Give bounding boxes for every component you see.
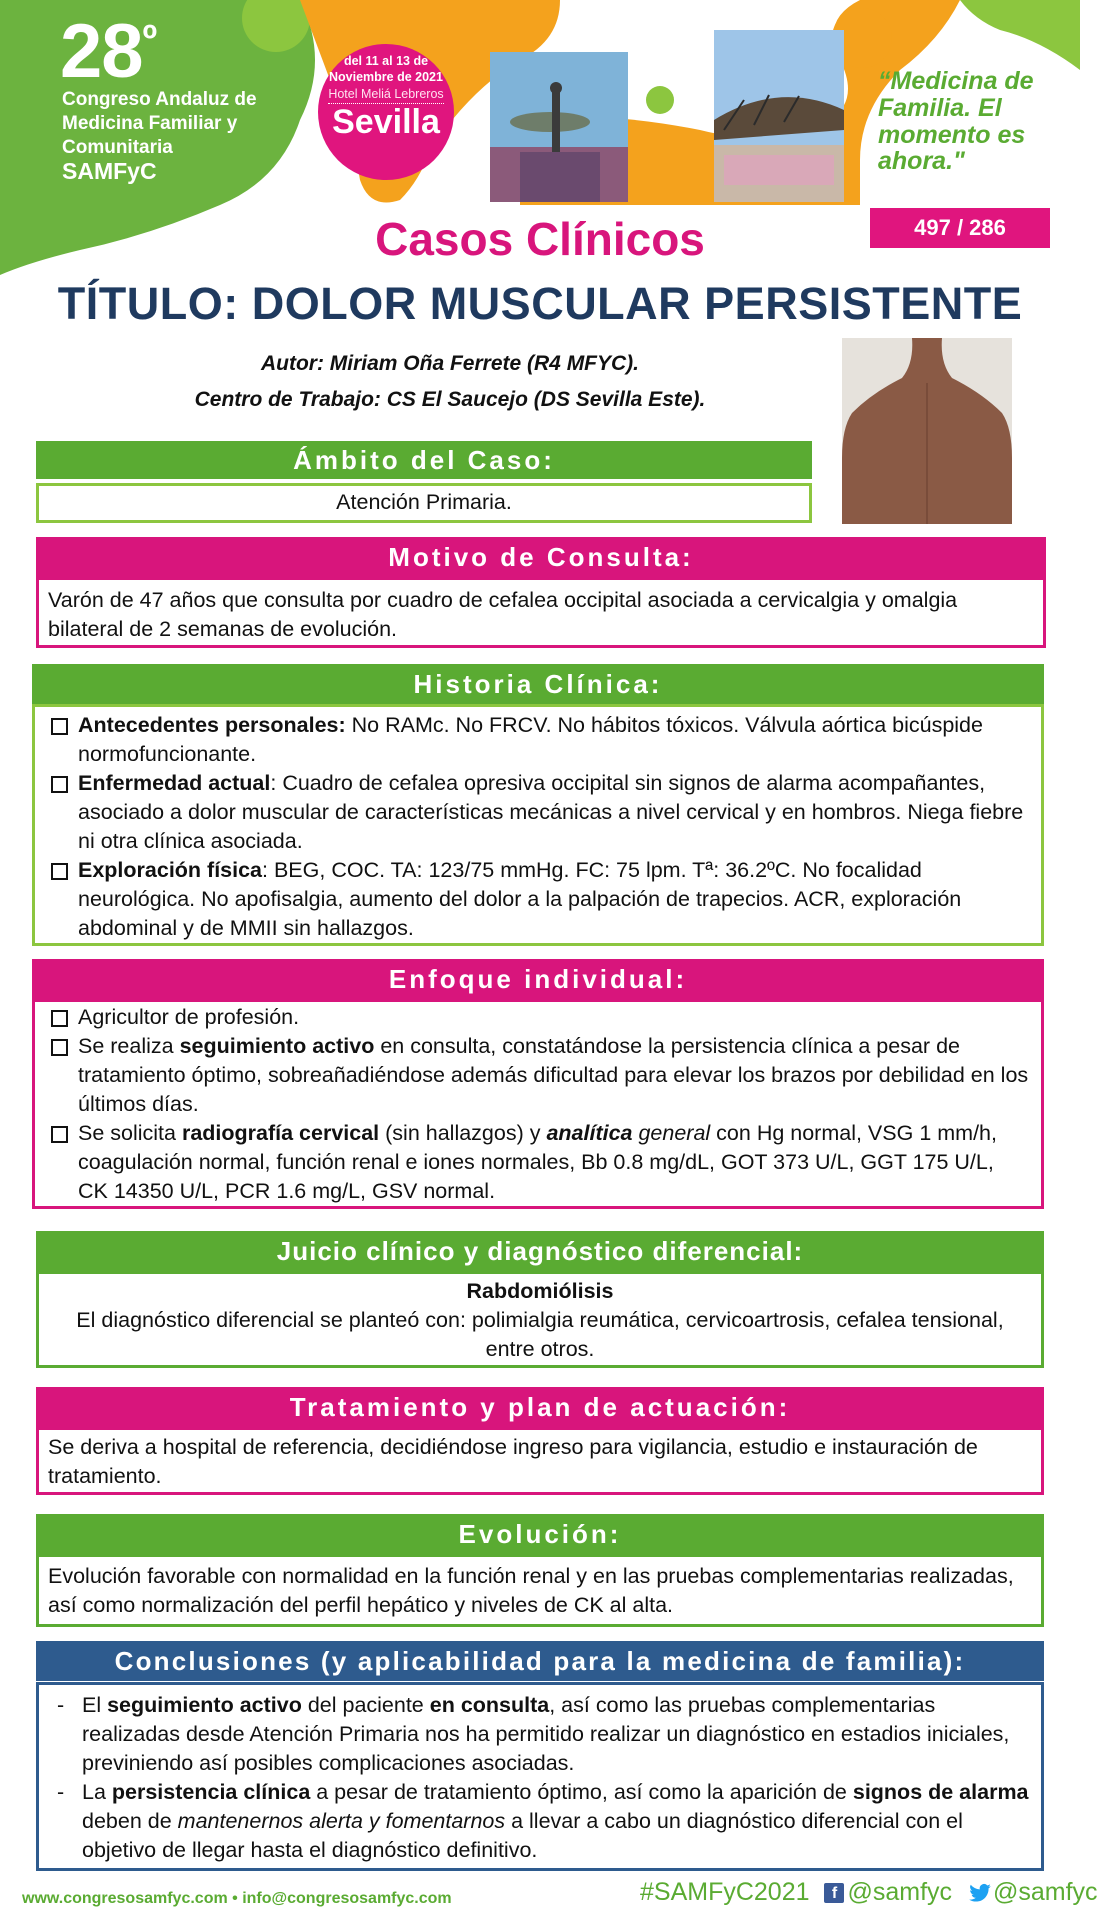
differential-diagnosis: El diagnóstico diferencial se planteó con: polimialgia reumática, cervicoartrosis, cefalea tensional, entre otros. [76,1308,1004,1361]
congress-number: $28^º$ [60,9,157,94]
author-block [150,346,750,418]
list-item: Agricultor de profesión. [47,1003,1029,1032]
city: Sevilla [332,103,440,142]
list-item: Exploración física: BEG, COC. TA: 123/75 mmHg. FC: 75 lpm. Tª: 36.2ºC. No focalidad neurológica. No apofisalgia, aumento del dolor a la palpación de trapecios. ACR, exploración abdominal y de MMII sin hallazgos. [47,856,1025,943]
venue: Hotel Meliá Lebreros [328,87,443,104]
case-code-badge: 497 / 286 [870,208,1050,248]
email-link[interactable]: info@congresosamfyc.com [242,1890,452,1907]
list-item: Se solicita radiografía cervical (sin hallazgos) y analítica general con Hg normal, VSG 1 mm/h, coagulación normal, función renal e iones normales, Bb 0.8 mg/dL, GOT 373 U/L, GGT 175 U/L, CK 14350 U/L, PCR 1.6 mg/L, GSV normal. [47,1119,1029,1206]
date-line1: del 11 al 13 de [343,54,429,68]
author: Autor: Miriam Oña Ferrete (R4 MFYC). [260,352,640,375]
facebook-icon: f [824,1883,844,1903]
conclusiones-body [36,1682,1044,1871]
historia-list [47,711,1025,943]
conclusiones-heading: Conclusiones (y aplicabilidad para la medicina de familia): [36,1641,1044,1681]
motivo-text: Varón de 47 años que consulta por cuadro de cefalea occipital asociada a cervicalgia y omalgia bilateral de 2 semanas de evolución. [36,577,1046,648]
patient-back-photo [842,338,1012,524]
twitter-icon [969,1884,991,1902]
twitter-handle[interactable]: @samfyc [993,1878,1098,1906]
date-line2: Noviembre de 2021 [329,69,443,84]
evolucion-heading: Evolución: [36,1514,1044,1554]
date-badge [318,44,454,180]
footer-social [640,1878,1098,1907]
historia-body [32,704,1044,946]
hashtag: #SAMFyC2021 [640,1878,810,1906]
giralda-photo [490,52,628,202]
historia-heading: Historia Clínica: [32,664,1044,704]
diagnosis: Rabdomiólisis [466,1279,614,1303]
list-item: - La persistencia clínica a pesar de tratamiento óptimo, así como la aparición de signos de alarma deben de mantenernos alerta y fomentarnos a llevar a cabo un diagnóstico diferencial con el objetivo de llegar hasta el diagnóstico definitivo. [51,1778,1029,1865]
list-item: Antecedentes personales: No RAMc. No FRCV. No hábitos tóxicos. Válvula aórtica bicúspide normofuncionante. [47,711,1025,769]
enfoque-heading: Enfoque individual: [32,959,1044,999]
workplace: Centro de Trabajo: CS El Saucejo (DS Sevilla Este). [194,388,706,411]
list-item: - El seguimiento activo del paciente en consulta, así como las pruebas complementarias realizadas desde Atención Primaria nos ha permitido realizar un diagnóstico en estadios iniciales, previniendo así posibles complicaciones asociadas. [51,1691,1029,1778]
conclusiones-list [51,1691,1029,1865]
enfoque-body [32,999,1044,1209]
ambito-heading: Ámbito del Caso: [36,441,812,479]
juicio-body [36,1271,1044,1368]
congress-name: Congreso Andaluz de Medicina Familiar y Comunitaria [62,89,257,158]
motivo-heading: Motivo de Consulta: [36,537,1046,577]
tratamiento-heading: Tratamiento y plan de actuación: [36,1387,1044,1427]
footer-contact: www.congresosamfyc.com • info@congresosamfyc.com [22,1890,452,1907]
list-item: Enfermedad actual: Cuadro de cefalea opresiva occipital sin signos de alarma acompañantes, asociado a dolor muscular de características mecánicas a nivel cervical y en hombros. Niega fiebre ni otra clínica asociada. [47,769,1025,856]
evolucion-text: Evolución favorable con normalidad en la función renal y en las pruebas complementarias realizadas, así como normalización del perfil hepático y niveles de CK al alta. [36,1554,1044,1627]
case-title: TÍTULO: DOLOR MUSCULAR PERSISTENTE [57,278,1023,329]
ambito-text: Atención Primaria. [36,483,812,523]
bridge-photo [714,30,844,202]
tratamiento-text: Se deriva a hospital de referencia, decidiéndose ingreso para vigilancia, estudio e instauración de tratamiento. [36,1427,1044,1495]
list-item: Se realiza seguimiento activo en consulta, constatándose la persistencia clínica a pesar de tratamiento óptimo, sobreañadiéndose además dificultad para elevar los brazos por debilidad en los últimos días. [47,1032,1029,1119]
juicio-heading: Juicio clínico y diagnóstico diferencial: [36,1231,1044,1271]
facebook-handle[interactable]: @samfyc [847,1878,953,1906]
slogan: “Medicina de Familia. El momento es ahora." [878,67,1034,176]
enfoque-list [47,1003,1029,1206]
section-title: Casos Clínicos [375,213,705,265]
congress-org: SAMFyC [62,158,157,184]
website-link[interactable]: www.congresosamfyc.com [22,1890,228,1907]
